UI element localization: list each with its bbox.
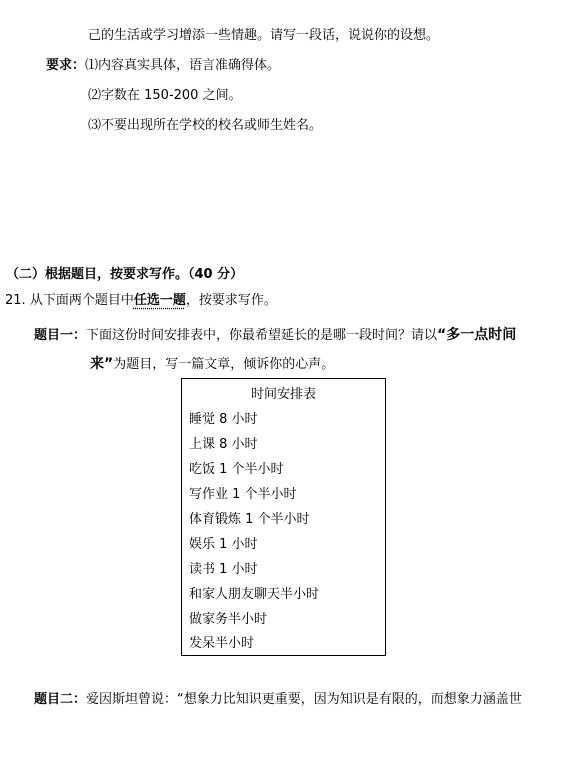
table-row: 吃饭 1 个半小时: [189, 462, 284, 477]
table-row: 上课 8 小时: [189, 437, 258, 452]
topic-2-label: 题目二：: [34, 692, 87, 707]
question-text-post: ，按要求写作。: [185, 293, 277, 308]
section-heading: （二）根据题目，按要求写作。（40 分）: [6, 267, 244, 282]
topic-1-text-2: 为题目，写一篇文章，倾诉你的心声。: [113, 357, 335, 372]
table-row: 读书 1 小时: [189, 562, 258, 577]
topic-2-line-1: [34, 691, 522, 709]
table-row: 写作业 1 个半小时: [189, 487, 297, 502]
question-number: 21.: [5, 293, 26, 308]
schedule-table: [181, 378, 386, 656]
topic-1-title-end: 来”: [90, 356, 114, 372]
requirement-1: ⑴内容真实具体，语言准确得体。: [85, 58, 281, 73]
topic-1-label: 题目一：: [34, 328, 87, 343]
question-text-pre: 从下面两个题目中: [29, 293, 134, 308]
text-line-1: 己的生活或学习增添一些情趣。请写一段话，说说你的设想。: [88, 28, 440, 43]
table-row: 做家务半小时: [189, 612, 268, 627]
topic-1-line-1: [34, 326, 516, 345]
table-row: 睡觉 8 小时: [189, 412, 258, 427]
requirement-2: ⑵字数在 150-200 之间。: [88, 88, 242, 103]
question-emphasis: 任选一题: [133, 293, 186, 308]
requirements-line-1: [46, 57, 280, 75]
requirement-3: ⑶不要出现所在学校的校名或师生姓名。: [88, 118, 323, 133]
table-row: 和家人朋友聊天半小时: [189, 587, 320, 602]
schedule-table-title: 时间安排表: [250, 387, 316, 402]
table-row: 娱乐 1 小时: [189, 537, 258, 552]
topic-1-line-2: [90, 355, 334, 374]
table-row: 发呆半小时: [189, 636, 255, 651]
topic-1-text: 下面这份时间安排表中，你最希望延长的是哪一段时间？请以: [86, 328, 438, 343]
requirements-label: 要求：: [46, 58, 86, 73]
topic-1-title: “多一点时间: [437, 327, 517, 343]
topic-2-text: 爱因斯坦曾说：“想象力比知识更重要，因为知识是有限的，而想象力涵盖世: [86, 692, 522, 707]
table-row: 体育锻炼 1 个半小时: [189, 512, 310, 527]
question-21: [5, 292, 277, 310]
